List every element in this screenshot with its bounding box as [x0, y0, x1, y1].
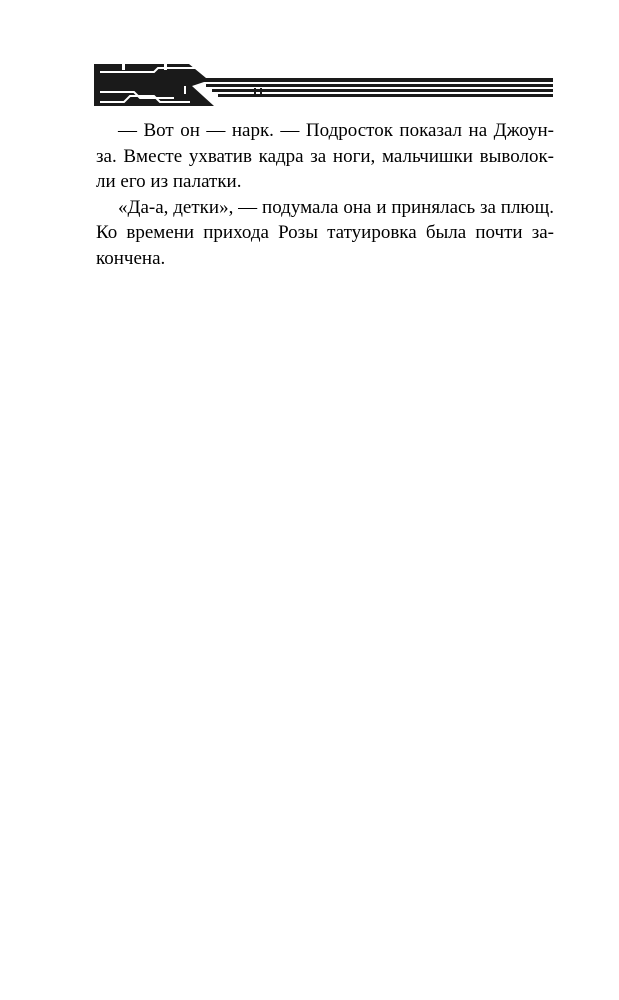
ornament-tick: [254, 88, 256, 94]
paragraph-1: [96, 118, 554, 195]
header-ornament: [94, 62, 553, 110]
ornament-line: [212, 89, 553, 92]
ornament-notch: [184, 86, 186, 94]
page-body-text: [96, 118, 554, 271]
text-line: за. Вместе ухватив кадра за ноги, мальчишки выволок-: [96, 145, 554, 167]
ornament-line: [206, 84, 553, 87]
ornament-tick: [260, 88, 262, 94]
ornament-notch: [122, 64, 125, 70]
text-line: кончена.: [96, 247, 166, 269]
text-line: «Да-а, детки», — подумала она и принялась за плющ.: [118, 196, 554, 218]
text-line: — Вот он — нарк. — Подросток показал на Джоун-: [118, 120, 554, 141]
text-line: ли его из палатки.: [96, 171, 242, 192]
text-line: Ко времени прихода Розы татуировка была почти за-: [96, 222, 554, 243]
paragraph-2: [96, 195, 554, 272]
ornament-line: [218, 94, 553, 97]
ornament-notch: [164, 64, 167, 70]
